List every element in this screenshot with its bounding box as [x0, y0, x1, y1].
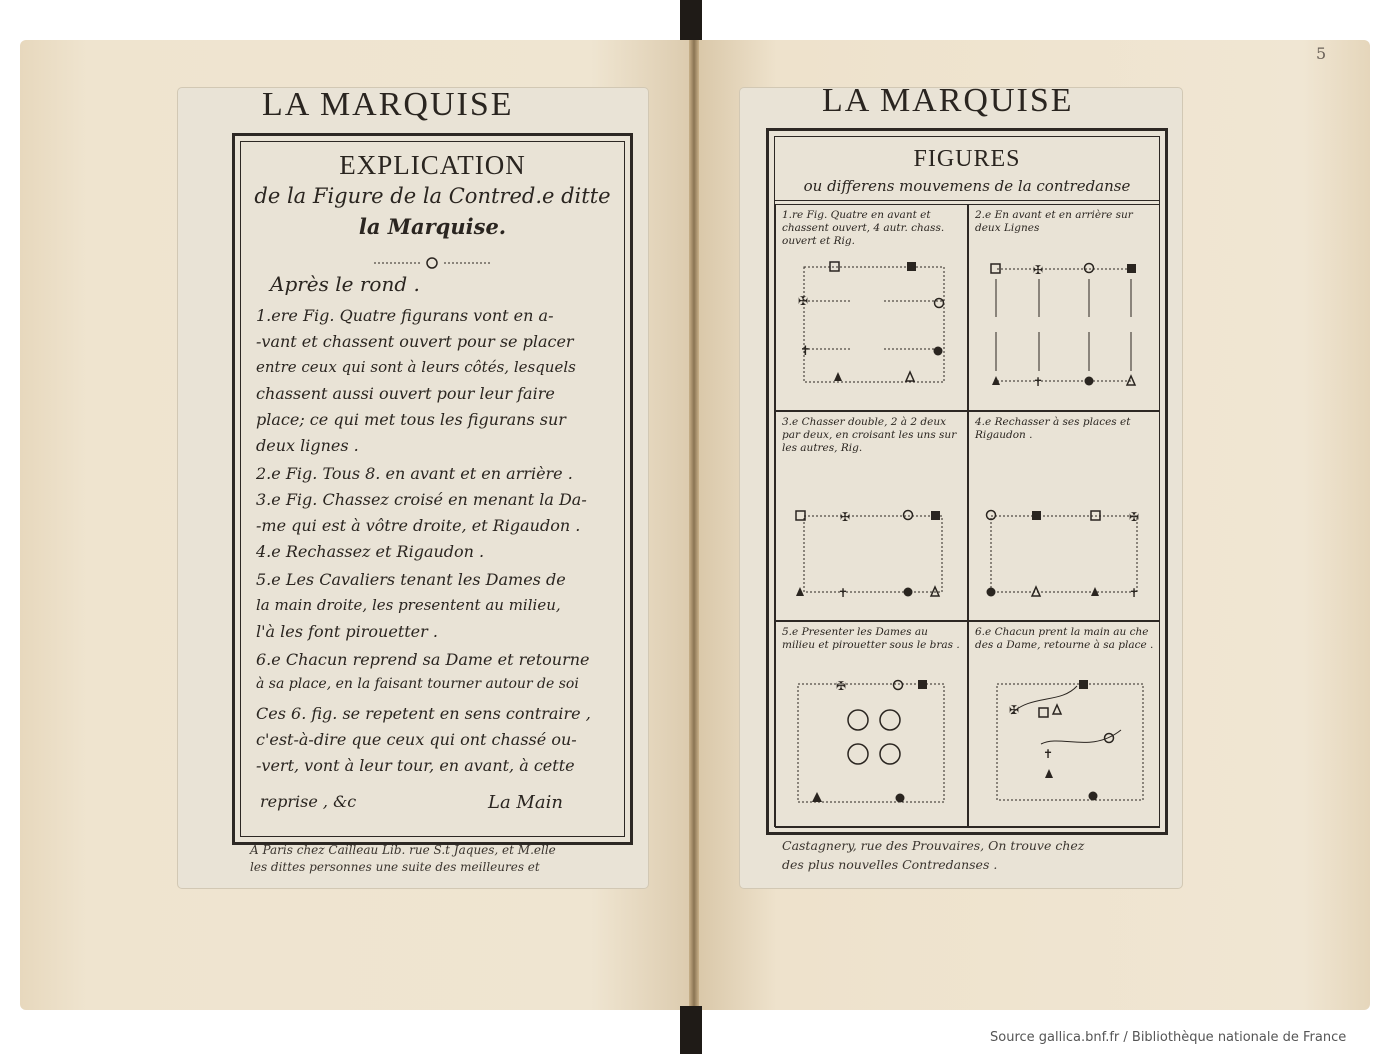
- source-credit: Source gallica.bnf.fr / Bibliothèque nationale de France: [990, 1030, 1347, 1045]
- bookmark-ribbon-bottom: [680, 1006, 702, 1054]
- figure-cell-2: [968, 204, 1160, 411]
- figures-header-rule: [775, 200, 1160, 201]
- text-line: 5.e Les Cavaliers tenant les Dames de: [256, 570, 566, 589]
- bookmark-ribbon-top: [680, 0, 702, 44]
- right-footer-line-1: Castagnery, rue des Prouvaires, On trouve chez: [782, 838, 1085, 853]
- text-line: l'à les font pirouetter .: [256, 622, 438, 641]
- svg-text:✠: ✠: [1009, 703, 1020, 717]
- explication-subtitle-1: de la Figure de la Contred.e ditte: [254, 184, 611, 208]
- page-number: 5: [1316, 44, 1327, 63]
- figure-diagram-3: [790, 504, 955, 604]
- right-page-title: LA MARQUISE: [822, 82, 1074, 119]
- text-line: 1.ere Fig. Quatre figurans vont en a-: [256, 306, 554, 325]
- svg-text:✠: ✠: [1033, 263, 1044, 277]
- text-line: chassent aussi ouvert pour leur faire: [256, 384, 555, 403]
- svg-text:✠: ✠: [840, 510, 851, 524]
- text-line: deux lignes .: [256, 436, 359, 455]
- figure-caption: 4.e Rechasser à ses places et Rigaudon .: [975, 416, 1131, 441]
- figure-diagram-6: [981, 674, 1151, 814]
- figure-caption: 6.e Chacun prent la main au che des a Dame, retourne à sa place .: [975, 626, 1154, 651]
- figure-cell-5: [775, 621, 968, 828]
- right-footer-line-2: des plus nouvelles Contredanses .: [782, 857, 998, 872]
- figure-diagram-4: [981, 504, 1151, 604]
- figure-cell-6: [968, 621, 1160, 828]
- figure-cell-1: [775, 204, 968, 411]
- ornament-divider: [372, 254, 492, 272]
- book-gutter: [689, 40, 699, 1010]
- text-line: 2.e Fig. Tous 8. en avant et en arrière .: [256, 464, 573, 483]
- text-line: 6.e Chacun reprend sa Dame et retourne: [256, 650, 590, 669]
- text-line: 3.e Fig. Chassez croisé en menant la Da-: [256, 490, 587, 509]
- text-line: entre ceux qui sont à leurs côtés, lesquels: [256, 358, 576, 376]
- figure-cell-4: [968, 411, 1160, 621]
- text-line: -vert, vont à leur tour, en avant, à cette: [256, 756, 575, 775]
- explication-heading: EXPLICATION: [339, 150, 526, 180]
- text-line: -me qui est à vôtre droite, et Rigaudon .: [256, 516, 581, 535]
- text-line: c'est-à-dire que ceux qui ont chassé ou-: [256, 730, 577, 749]
- figure-diagram-1: [790, 257, 955, 397]
- text-line: 4.e Rechassez et Rigaudon .: [256, 542, 485, 561]
- svg-text:✝: ✝: [838, 586, 849, 600]
- figure-caption: 2.e En avant et en arrière sur deux Lignes: [975, 209, 1133, 234]
- svg-text:✠: ✠: [836, 679, 847, 693]
- left-footer-line-2: les dittes personnes une suite des meilleures et: [250, 860, 540, 874]
- text-line: Ces 6. fig. se repetent en sens contraire ,: [256, 704, 591, 723]
- svg-text:✝: ✝: [1129, 586, 1140, 600]
- text-line: -vant et chassent ouvert pour se placer: [256, 332, 574, 351]
- figure-diagram-5: [790, 674, 955, 814]
- figures-heading: FIGURES: [913, 146, 1021, 172]
- figure-caption: 3.e Chasser double, 2 à 2 deux par deux, en croisant les uns sur les autres, Rig.: [782, 416, 957, 454]
- left-page-title: LA MARQUISE: [262, 86, 514, 123]
- svg-text:✝: ✝: [800, 344, 811, 359]
- figure-cell-3: [775, 411, 968, 621]
- svg-text:✠: ✠: [798, 294, 809, 308]
- signature: La Main: [488, 792, 563, 813]
- figure-caption: 5.e Presenter les Dames au milieu et pirouetter sous le bras .: [782, 626, 960, 651]
- figure-caption: 1.re Fig. Quatre en avant et chassent ouvert, 4 autr. chass. ouvert et Rig.: [782, 209, 945, 247]
- left-footer-line-1: A Paris chez Cailleau Lib. rue S.t Jaques, et M.elle: [250, 843, 556, 857]
- figures-subtitle: ou differens mouvemens de la contredanse: [803, 177, 1131, 195]
- text-line: place; ce qui met tous les figurans sur: [256, 410, 566, 429]
- svg-text:✝: ✝: [1033, 375, 1044, 389]
- text-line: à sa place, en la faisant tourner autour de soi: [256, 676, 579, 692]
- text-line: Après le rond .: [270, 272, 420, 296]
- svg-text:✝: ✝: [1043, 747, 1054, 761]
- figure-diagram-2: [981, 257, 1151, 397]
- explication-subtitle-2: la Marquise.: [358, 214, 507, 239]
- svg-text:✠: ✠: [1129, 510, 1140, 524]
- text-line: la main droite, les presentent au milieu,: [256, 596, 561, 614]
- text-line: reprise , &c: [260, 792, 357, 811]
